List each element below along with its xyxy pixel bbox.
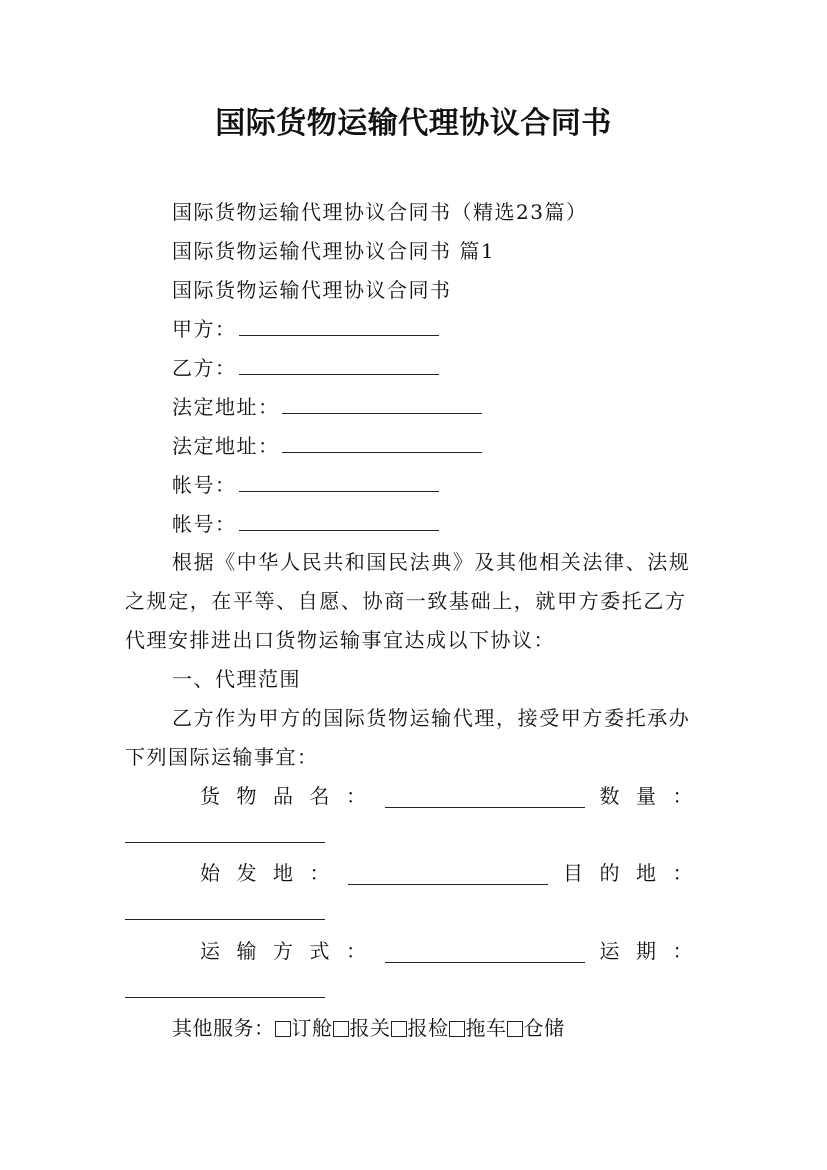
mode-label-char: 输: [236, 939, 258, 963]
contract-name: 国际货物运输代理协议合同书: [172, 278, 452, 302]
warehousing-checkbox[interactable]: [507, 1021, 523, 1037]
account-label-1: 帐号：: [172, 473, 237, 497]
service-label: 报检: [407, 1016, 449, 1040]
mode-label-char: 方: [273, 939, 295, 963]
service-label: 拖车: [465, 1016, 507, 1040]
dest-label-char: 目: [563, 861, 585, 885]
section-1-heading: 一、代理范围: [172, 667, 301, 691]
address-blank-1[interactable]: [282, 395, 482, 414]
origin-label-char: 发: [236, 861, 258, 885]
mode-label-char: ：: [346, 939, 368, 963]
goods-label-char: 名: [309, 784, 331, 808]
transport-row: [200, 939, 694, 963]
account-label-2: 帐号：: [172, 512, 237, 536]
address-row-2: [172, 434, 482, 458]
period-label-char: ：: [672, 939, 694, 963]
address-row-1: [172, 395, 482, 419]
account-row-2: [172, 512, 439, 536]
party-b-row: [172, 356, 439, 380]
paragraph-1-line-1: 根据《中华人民共和国民法典》及其他相关法律、法规: [172, 550, 691, 574]
quantity-blank[interactable]: [125, 842, 325, 843]
dest-label-char: ：: [672, 861, 694, 885]
origin-label-char: 始: [200, 861, 222, 885]
origin-blank[interactable]: [348, 866, 548, 885]
other-services-row: [172, 1016, 565, 1040]
account-blank-1[interactable]: [239, 473, 439, 492]
paragraph-1-line-3: 代理安排进出口货物运输事宜达成以下协议：: [125, 628, 555, 652]
goods-label-char: 品: [273, 784, 295, 808]
service-label: 报关: [349, 1016, 391, 1040]
dest-label-char: 地: [636, 861, 658, 885]
subtitle-line: 国际货物运输代理协议合同书（精选23篇）: [172, 200, 588, 224]
address-blank-2[interactable]: [282, 434, 482, 453]
transport-mode-blank[interactable]: [385, 944, 585, 963]
customs-checkbox[interactable]: [333, 1021, 349, 1037]
party-a-row: [172, 317, 439, 341]
inspection-checkbox[interactable]: [391, 1021, 407, 1037]
paragraph-2-line-2: 下列国际运输事宜：: [125, 745, 319, 769]
account-blank-2[interactable]: [239, 512, 439, 531]
mode-label-char: 运: [200, 939, 222, 963]
destination-blank[interactable]: [125, 919, 325, 920]
goods-label-char: ：: [346, 784, 368, 808]
trucking-checkbox[interactable]: [449, 1021, 465, 1037]
address-label-1: 法定地址：: [172, 395, 280, 419]
qty-label-char: 数: [599, 784, 621, 808]
party-b-label: 乙方：: [172, 356, 237, 380]
document-title: 国际货物运输代理协议合同书: [215, 106, 612, 141]
party-a-label: 甲方：: [172, 317, 237, 341]
goods-label-char: 货: [200, 784, 222, 808]
party-a-blank[interactable]: [239, 317, 439, 336]
address-label-2: 法定地址：: [172, 434, 280, 458]
goods-name-blank[interactable]: [385, 789, 585, 808]
qty-label-char: 量: [636, 784, 658, 808]
party-b-blank[interactable]: [239, 356, 439, 375]
goods-label-char: 物: [236, 784, 258, 808]
mode-label-char: 式: [309, 939, 331, 963]
origin-label-char: 地: [273, 861, 295, 885]
dest-label-char: 的: [599, 861, 621, 885]
other-services-label: 其他服务：: [172, 1016, 275, 1040]
booking-checkbox[interactable]: [275, 1021, 291, 1037]
qty-label-char: ：: [672, 784, 694, 808]
origin-row: [200, 861, 694, 885]
period-blank[interactable]: [125, 997, 325, 998]
service-label: 订舱: [291, 1016, 333, 1040]
section-heading: 国际货物运输代理协议合同书 篇1: [172, 239, 496, 263]
service-label: 仓储: [523, 1016, 565, 1040]
paragraph-2-line-1: 乙方作为甲方的国际货物运输代理，接受甲方委托承办: [172, 706, 691, 730]
period-label-char: 运: [599, 939, 621, 963]
account-row-1: [172, 473, 439, 497]
period-label-char: 期: [636, 939, 658, 963]
paragraph-1-line-2: 之规定，在平等、自愿、协商一致基础上，就甲方委托乙方: [125, 589, 687, 613]
origin-label-char: ：: [309, 861, 331, 885]
goods-row: [200, 784, 694, 808]
